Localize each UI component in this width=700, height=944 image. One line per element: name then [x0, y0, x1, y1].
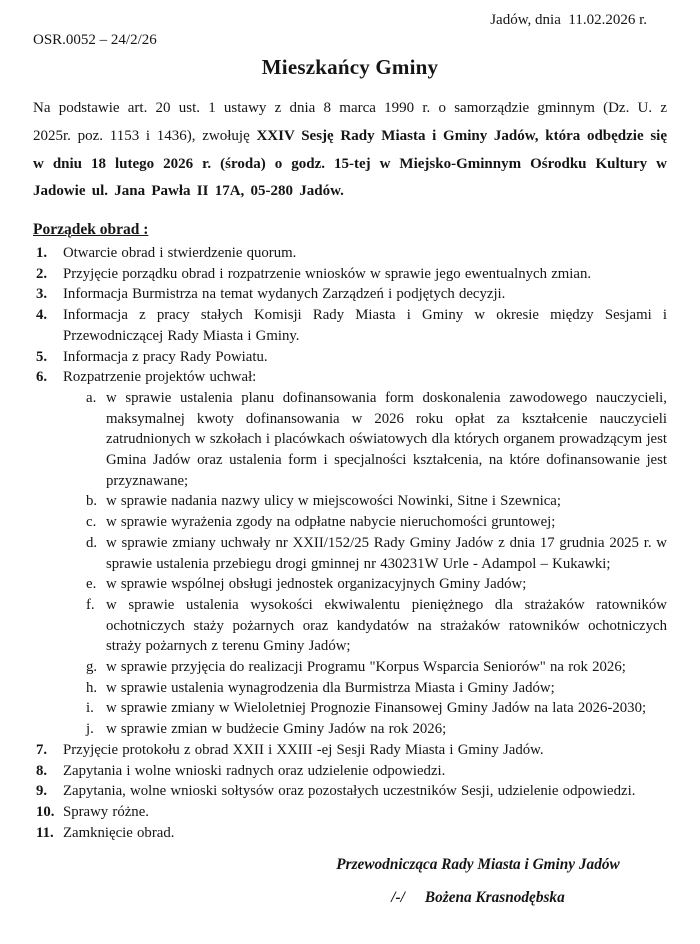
agenda-subitem: [86, 491, 667, 512]
agenda-subitem-letter: g.: [86, 659, 98, 676]
agenda-item-text: Przyjęcie protokołu z obrad XXII i XXIII -ej Sesji Rady Miasta i Gminy Jadów.: [63, 741, 544, 758]
agenda-item: [33, 781, 667, 802]
agenda-item-text: Sprawy różne.: [63, 803, 149, 820]
agenda-item-number: 5.: [36, 348, 48, 365]
agenda-subitem-letter: a.: [86, 389, 97, 406]
agenda-subitem-text: w sprawie ustalenia wynagrodzenia dla Burmistrza Miasta i Gminy Jadów;: [106, 679, 555, 696]
agenda-item: [33, 284, 667, 305]
agenda-item: [33, 243, 667, 264]
reference-number: OSR.0052 – 24/2/26: [33, 32, 157, 48]
agenda-item: [33, 367, 667, 388]
signature-name: Bożena Krasnodębska: [424, 889, 565, 907]
agenda-subitem: [86, 533, 667, 574]
agenda-subitem-text: w sprawie ustalenia planu dofinansowania form doskonalenia zawodowego nauczycieli, maksymalnej kwoty dofinansowania w 2026 roku opłat za kształcenie nauczycieli zatrudnionych w szkołach i placówkach oświatowych dla których organem prowadzącym jest Gmina Jadów oraz ustalenia form i specjalności kształcenia, na które dofinansowanie jest przyznawane;: [106, 389, 667, 489]
agenda-item-number: 3.: [36, 286, 48, 303]
agenda-subitem: [86, 512, 667, 533]
agenda-subitem: [86, 719, 667, 740]
agenda-item-text: Informacja z pracy Rady Powiatu.: [63, 348, 268, 365]
agenda-subitem-letter: b.: [86, 493, 98, 510]
agenda-subitem-letter: e.: [86, 576, 97, 593]
signature-role: Przewodnicząca Rady Miasta i Gminy Jadów: [336, 856, 620, 874]
agenda-item-text: Zapytania, wolne wnioski sołtysów oraz pozostałych uczestników Sesji, udzielenie odpowiedzi.: [63, 783, 636, 800]
agenda-subitem: [86, 595, 667, 657]
agenda-item-number: 7.: [36, 741, 48, 758]
page-title: Mieszkańcy Gminy: [261, 55, 439, 79]
agenda-subitem-text: w sprawie ustalenia wysokości ekwiwalentu pieniężnego dla strażaków ratowników ochotniczych staży pożarnych oraz kandydatów na strażaków ratowników ochotniczych straży pożarnych z terenu Gminy Jadów;: [106, 596, 667, 655]
agenda-subitem-text: w sprawie nadania nazwy ulicy w miejscowości Nowinki, Sitne i Szewnica;: [106, 493, 561, 510]
agenda-subitem-letter: d.: [86, 534, 98, 551]
intro-bold-text: XXIV Sesję Rady Miasta i Gminy Jadów, która odbędzie się w dniu 18 lutego 2026 r. (środa) o godz. 15-tej w Miejsko-Gminnym Ośrodku Kultury w Jadowie ul. Jana Pawła II 17A, 05-280 Jadów.: [33, 127, 667, 200]
agenda-subitem-letter: c.: [86, 514, 97, 531]
agenda-item-text: Informacja z pracy stałych Komisji Rady Miasta i Gminy w okresie między Sesjami i Przewodniczącej Rady Miasta i Gminy.: [63, 307, 667, 344]
agenda-subitem-text: w sprawie zmiany w Wieloletniej Prognozie Finansowej Gminy Jadów na lata 2026-2030;: [106, 700, 647, 717]
agenda-item-text: Informacja Burmistrza na temat wydanych Zarządzeń i podjętych decyzji.: [63, 286, 506, 303]
agenda-subitem-letter: j.: [86, 721, 94, 738]
signature-name-line: [313, 889, 643, 907]
signature-prefix: /-/: [391, 889, 405, 907]
agenda-subitem-text: w sprawie przyjęcia do realizacji Programu "Korpus Wsparcia Seniorów" na rok 2026;: [106, 659, 626, 676]
agenda-subitem-letter: i.: [86, 700, 94, 717]
agenda-item-text: Otwarcie obrad i stwierdzenie quorum.: [63, 245, 297, 261]
agenda-item: [33, 264, 667, 285]
agenda-item-text: Przyjęcie porządku obrad i rozpatrzenie wniosków w sprawie jego ewentualnych zmian.: [63, 265, 592, 282]
agenda-subitem-letter: h.: [86, 679, 98, 696]
agenda-list: [33, 243, 667, 843]
agenda-subitem-text: w sprawie zmian w budżecie Gminy Jadów na rok 2026;: [106, 721, 447, 738]
agenda-item-text: Zapytania i wolne wnioski radnych oraz udzielenie odpowiedzi.: [63, 762, 446, 779]
intro-paragraph: [33, 95, 667, 206]
agenda-item: [33, 761, 667, 782]
agenda-item-number: 10.: [36, 803, 55, 820]
agenda-subitem-text: w sprawie wyrażenia zgody na odpłatne nabycie nieruchomości gruntowej;: [106, 514, 556, 531]
agenda-item: [33, 823, 667, 844]
agenda-item: [33, 740, 667, 761]
agenda-item: [33, 305, 667, 346]
agenda-item-number: 1.: [36, 245, 48, 261]
agenda-subitem: [86, 698, 667, 719]
agenda-item-number: 6.: [36, 369, 48, 386]
agenda-subitem: [86, 388, 667, 492]
agenda-item-number: 4.: [36, 307, 48, 324]
intro-normal-text: Na podstawie art. 20 ust. 1 ustawy z dnia 8 marca 1990 r. o samorządzie gminnym (Dz. U. z 2025r. poz. 1153 i 1436), zwołuję: [33, 100, 667, 144]
agenda-subitem-text: w sprawie zmiany uchwały nr XXII/152/25 Rady Gminy Jadów z dnia 17 grudnia 2025 r. w sprawie ustalenia przebiegu drogi gminnej nr 430231W Urle - Adampol – Kukawki;: [106, 534, 667, 572]
agenda-item: [33, 347, 667, 368]
signature-block: [313, 856, 643, 907]
agenda-item-text: Rozpatrzenie projektów uchwał:: [63, 369, 257, 386]
agenda-item-number: 8.: [36, 762, 48, 779]
agenda-heading: Porządek obrad :: [33, 221, 149, 238]
agenda-item-text: Zamknięcie obrad.: [63, 824, 175, 841]
agenda-subitem-letter: f.: [86, 596, 95, 613]
agenda-subitem: [86, 678, 667, 699]
agenda-item-number: 9.: [36, 783, 48, 800]
agenda-subitem-text: w sprawie wspólnej obsługi jednostek organizacyjnych Gminy Jadów;: [106, 576, 527, 593]
agenda-sublist: [86, 388, 667, 740]
agenda-subitem: [86, 657, 667, 678]
agenda-item-number: 2.: [36, 265, 48, 282]
date-line: Jadów, dnia 11.02.2026 r.: [490, 12, 647, 28]
agenda-subitem: [86, 574, 667, 595]
agenda-item: [33, 802, 667, 823]
agenda-item-number: 11.: [36, 824, 54, 841]
